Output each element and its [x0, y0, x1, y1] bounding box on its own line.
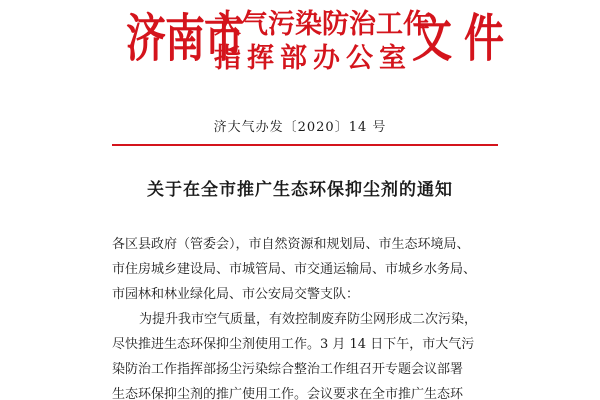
- document-title: 关于在全市推广生态环保抑尘剂的通知: [147, 180, 453, 200]
- body-line: 为提升我市空气质量，有效控制废弃防尘网形成二次污染，: [139, 312, 478, 327]
- letterhead-document-word: 文件: [412, 8, 516, 70]
- letterhead-office-line1: 大气污染防治工作: [214, 9, 430, 40]
- body-line: 生态环保抑尘剂的推广使用工作。会议要求在全市推广生态环: [112, 387, 464, 400]
- body-line: 染防治工作指挥部扬尘污染综合整治工作组召开专题会议部署: [112, 362, 464, 377]
- body-line: 市住房城乡建设局、市城管局、市交通运输局、市城乡水务局、: [112, 262, 477, 277]
- letterhead-city: 济南市: [126, 8, 243, 70]
- document-number: 济大气办发〔2020〕14 号: [213, 120, 387, 135]
- body-line: 尽快推进生态环保抑尘剂使用工作。3 月 14 日下午，市大气污: [112, 337, 475, 352]
- letterhead-office: [214, 8, 430, 76]
- letterhead-office-line2: 指挥部办公室: [214, 43, 412, 74]
- body-line: 各区县政府（管委会），市自然资源和规划局、市生态环境局、: [112, 237, 470, 252]
- red-separator-rule: [112, 144, 498, 146]
- body-line: 市园林和林业绿化局、市公安局交警支队：: [112, 287, 360, 302]
- document-body: [112, 232, 502, 400]
